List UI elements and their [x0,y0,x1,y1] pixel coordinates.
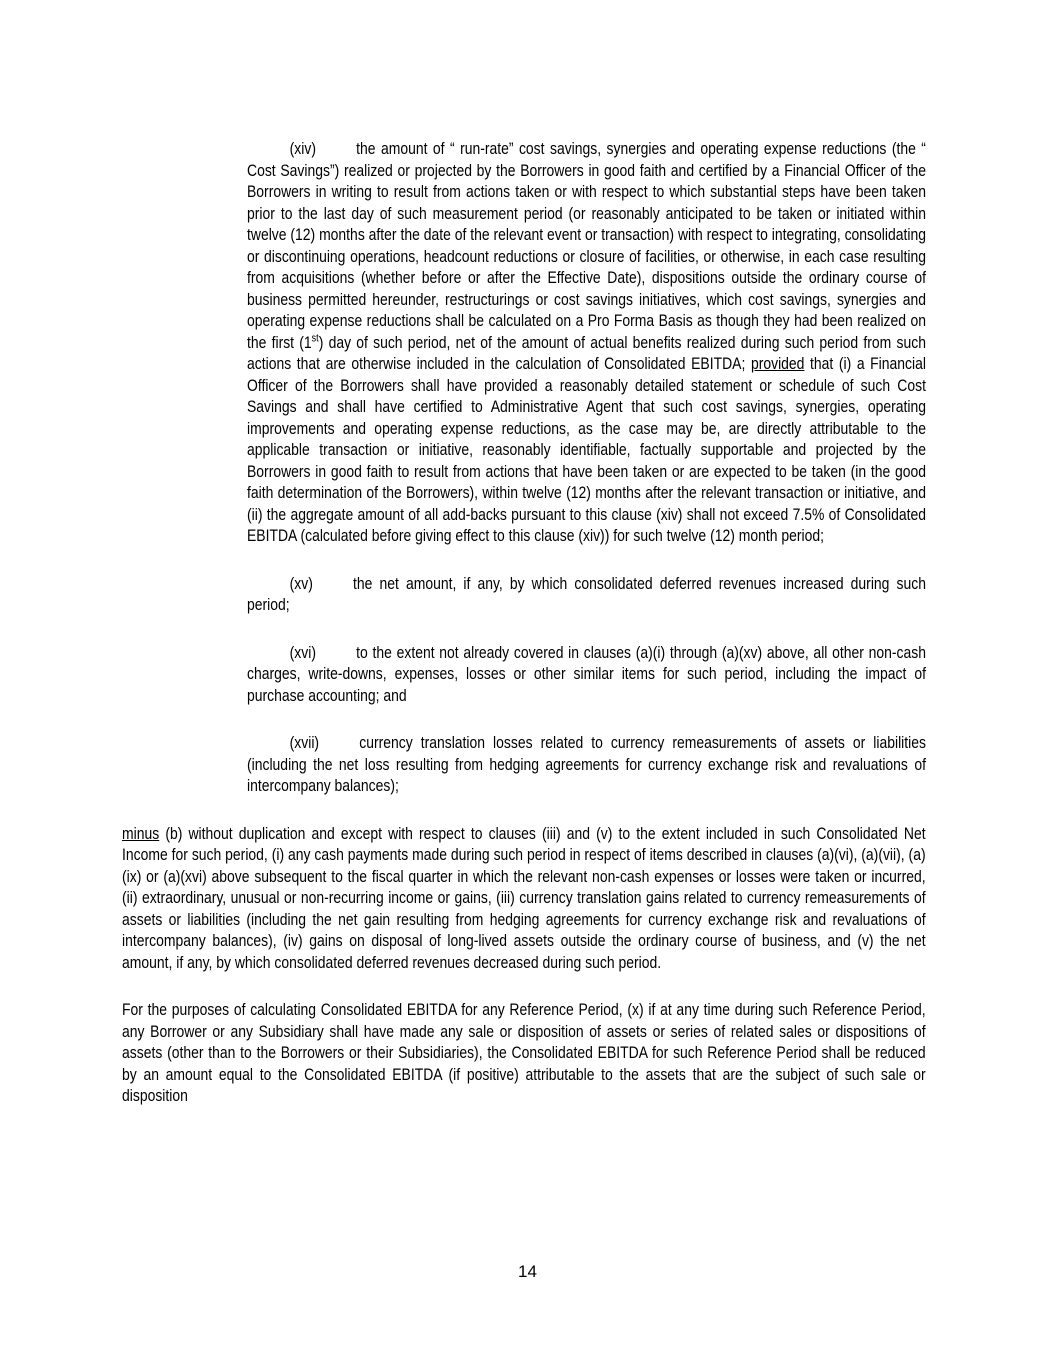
clause-number: (xiv) [289,139,316,158]
clause-number: (xvi) [289,642,316,662]
clause-text: that (i) a Financial Officer of the Borrowers shall have provided a reasonably detailed statement or schedule of such Cost Savings and shall have certified to Administrative Agent that such cost savings, synergies, operating improvements and operating expense reductions, as the case may be, are directly attributable to the applicable transaction or initiative, reasonably identifiable, factually supportable and projected by the Borrowers in good faith to result from actions that have been taken or are expected to be taken (in the good faith determination of the Borrowers), within twelve (12) months after the relevant transaction or initiative, and (ii) the aggregate amount of all add-backs pursuant to this clause (xiv) shall not exceed 7.5% of Consolidated EBITDA (calculated before giving effect to this clause (xiv)) for such twelve (12) month period; [247,354,926,545]
paragraph-purposes [122,999,926,1107]
clause-text: ) day of such period, net of the amount of actual benefits realized during such period from such actions that are otherwise included in the calculation of Consolidated EBITDA; [247,332,926,373]
clause-text: the amount of “ run-rate” cost savings, synergies and operating expense reductions (the “ Cost Savings”) realized or projected by the Borrowers in good faith and certified by a Financial Officer of the Borrowers in writing to result from actions taken or with respect to which substantial steps have been taken prior to the last day of such measurement period (or reasonably anticipated to be taken or initiated within twelve (12) months after the date of the relevant event or transaction) with respect to integrating, consolidating or discontinuing operations, headcount reductions or closure of facilities, or otherwise, in each case resulting from acquisitions (whether before or after the Effective Date), dispositions outside the ordinary course of business permitted hereunder, restructurings or cost savings initiatives, which cost savings, synergies and operating expense reductions shall be calculated on a Pro Forma Basis as though they had been realized on the first (1 [247,139,926,352]
clause-number: (xvii) [289,733,320,752]
clause-text: to the extent not already covered in clauses (a)(i) through (a)(xv) above, all other non-cash charges, write-downs, expenses, losses or other similar items for such period, including the impact of purchase accounting; and [247,642,926,705]
clause-text: the net amount, if any, by which consolidated deferred revenues increased during such period; [247,573,926,614]
paragraph-minus [122,823,926,974]
clause-xvi [247,642,926,707]
clause-xv [247,573,926,616]
page-number: 14 [518,1262,537,1281]
clause-xiv [247,138,926,547]
clause-number: (xv) [289,573,313,593]
underlined-term-minus: minus [122,823,160,843]
clause-text: currency translation losses related to currency remeasurements of assets or liabilities (including the net loss resulting from hedging agreements for currency exchange risk and revaluations of intercompany balances); [247,733,926,795]
underlined-term-provided: provided [750,354,805,373]
ordinal-superscript: st [311,331,319,344]
clause-xvii [247,732,926,797]
paragraph-text: For the purposes of calculating Consolidated EBITDA for any Reference Period, (x) if at any time during such Reference Period, any Borrower or any Subsidiary shall have made any sale or disposition of assets or series of related sales or dispositions of assets (other than to the Borrowers or their Subsidiaries), the Consolidated EBITDA for such Reference Period shall be reduced by an amount equal to the Consolidated EBITDA (if positive) attributable to the assets that are the subject of such sale or disposition [122,1000,926,1105]
paragraph-text: (b) without duplication and except with respect to clauses (iii) and (v) to the extent included in such Consolidated Net Income for such period, (i) any cash payments made during such period in respect of items described in clauses (a)(vi), (a)(vii), (a)(ix) or (a)(xvi) above subsequent to the fiscal quarter in which the relevant non-cash expenses or losses were taken or incurred, (ii) extraordinary, unusual or non-recurring income or gains, (iii) currency translation gains related to currency remeasurements of assets or liabilities (including the net gain resulting from hedging agreements for currency exchange risk and revaluations of intercompany balances), (iv) gains on disposal of long-lived assets outside the ordinary course of business, and (v) the net amount, if any, by which consolidated deferred revenues decreased during such period. [122,823,926,972]
